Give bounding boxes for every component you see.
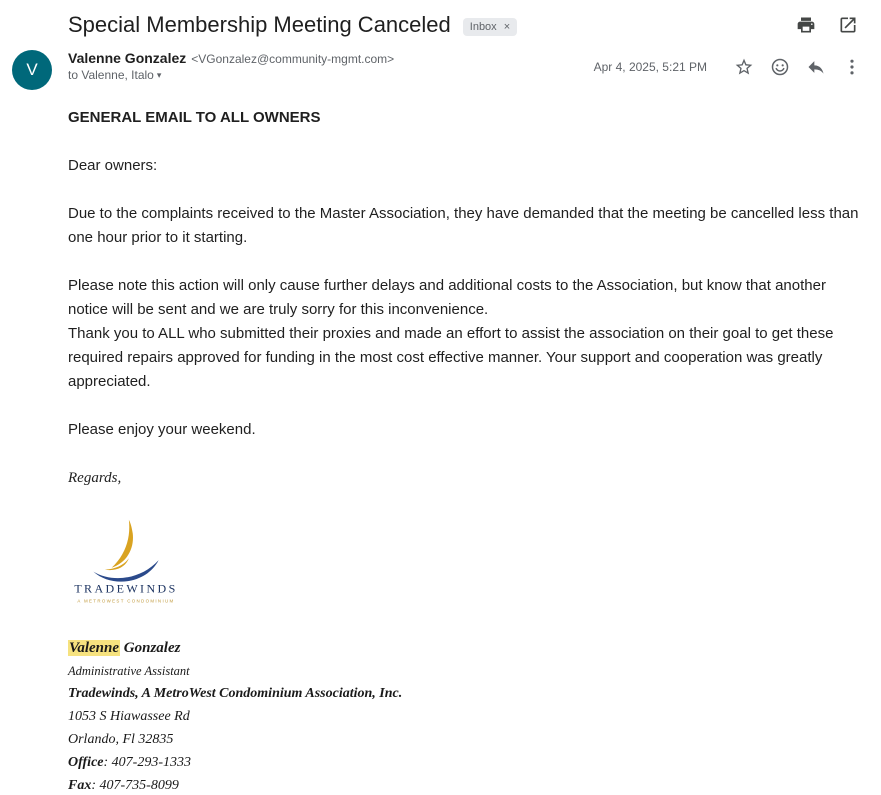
inbox-label[interactable] [463,18,517,36]
signature-address-1: 1053 S Hiawassee Rd [68,709,190,724]
recipients-text: to Valenne, Italo [68,68,154,82]
signature-company: Tradewinds, A MetroWest Condominium Association, Inc. [68,686,403,701]
sender-info [68,50,594,84]
more-vert-icon [842,57,862,77]
sender-row [0,40,881,90]
avatar-letter: V [26,60,38,79]
show-details-icon[interactable]: ▾ [156,69,162,80]
star-button[interactable] [731,54,757,80]
sender-name: Valenne Gonzalez [68,50,187,66]
reply-button[interactable] [803,54,829,80]
email-subject: Special Membership Meeting Canceled [68,12,451,37]
print-button[interactable] [793,12,819,38]
fax-number: : 407-735-8099 [91,778,179,793]
signature-fax [68,778,863,794]
paragraph-2: Please note this action will only cause further delays and additional costs to the Association, but know that another notice will be sent and we are truly sorry for this inconvenience. [68,277,826,318]
sail-icon [112,520,133,568]
office-label: Office [68,755,104,770]
tradewinds-logo [68,514,184,610]
more-options-button[interactable] [839,54,865,80]
inbox-label-text: Inbox [469,21,497,33]
signature-last-name: Gonzalez [120,640,181,656]
sender-email: <VGonzalez@community-mgmt.com> [191,52,395,66]
logo-brand-text: TRADEWINDS [74,581,178,596]
logo-tagline-text: A METROWEST CONDOMINIUM [77,598,175,604]
message-date: Apr 4, 2025, 5:21 PM [593,60,707,74]
email-heading: GENERAL EMAIL TO ALL OWNERS [68,109,321,126]
open-in-new-icon [838,15,858,35]
recipients-line[interactable] [68,68,161,82]
emoji-smile-icon [770,57,790,77]
message-meta [594,54,865,80]
subject-row [0,0,881,40]
closing: Regards, [68,470,122,486]
signature-block [68,640,863,794]
paragraph-3: Thank you to ALL who submitted their proxies and made an effort to assist the association on their goal to get these required repairs approved for funding in the most cost effective manner. Your support and cooperation was greatly appreciated. [68,325,834,390]
office-number: : 407-293-1333 [103,755,191,770]
email-body [0,90,881,794]
fax-label: Fax [68,778,92,793]
reply-icon [806,57,826,77]
printer-icon [796,15,816,35]
sender-avatar[interactable] [12,50,52,90]
tradewinds-logo-image [68,514,184,610]
paragraph-4: Please enjoy your weekend. [68,421,256,438]
add-reaction-button[interactable] [767,54,793,80]
signature-name [68,640,863,656]
open-in-new-button[interactable] [835,12,861,38]
star-icon [734,57,754,77]
signature-title: Administrative Assistant [68,664,190,678]
signature-address-2: Orlando, Fl 32835 [68,732,174,747]
signature-first-name: Valenne [69,640,120,656]
inbox-label-remove-icon[interactable]: × [503,20,511,33]
paragraph-1: Due to the complaints received to the Master Association, they have demanded that the meeting be cancelled less than one hour prior to it starting. [68,205,859,246]
signature-office [68,755,863,771]
greeting: Dear owners: [68,157,158,174]
